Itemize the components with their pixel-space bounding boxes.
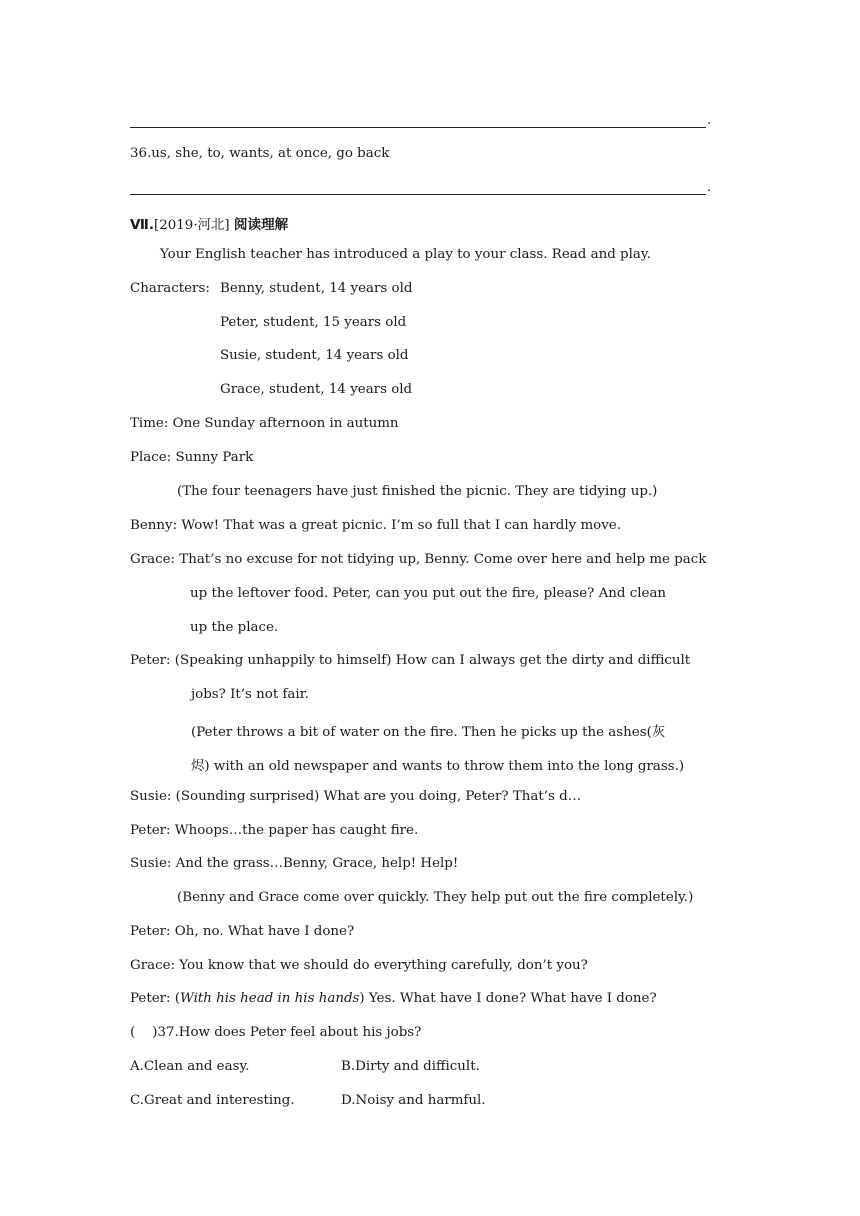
answer-line-36-period: . bbox=[707, 180, 712, 195]
question-37 bbox=[130, 1025, 421, 1040]
dialogue-peter-1-line-2: jobs? It’s not fair. bbox=[191, 687, 309, 702]
answer-line-35-period: . bbox=[707, 113, 712, 128]
dialogue-grace-1-line-1: Grace: That’s no excuse for not tidying up, Benny. Come over here and help me pack bbox=[130, 552, 707, 567]
dialogue-susie-1: Susie: (Sounding surprised) What are you doing, Peter? That’s d… bbox=[130, 789, 582, 804]
option-c: C.Great and interesting. bbox=[130, 1093, 295, 1108]
dialogue-peter-4-italic: With his head in his hands bbox=[180, 991, 360, 1006]
option-a: A.Clean and easy. bbox=[130, 1059, 250, 1074]
section-title: 阅读理解 bbox=[233, 217, 289, 233]
dialogue-peter-2: Peter: Whoops…the paper has caught fire. bbox=[130, 823, 419, 838]
dialogue-peter-4 bbox=[130, 991, 657, 1006]
option-d: D.Noisy and harmful. bbox=[341, 1093, 486, 1108]
section-number: Ⅶ. bbox=[130, 217, 155, 233]
character-grace: Grace, student, 14 years old bbox=[220, 382, 413, 397]
answer-bracket-37[interactable]: ( ) bbox=[130, 1025, 158, 1040]
answer-line-35[interactable] bbox=[130, 127, 706, 128]
dialogue-peter-1-line-1: Peter: (Speaking unhappily to himself) How can I always get the dirty and difficult bbox=[130, 653, 691, 668]
question-36-text: 36.us, she, to, wants, at once, go back bbox=[130, 146, 390, 161]
section-header bbox=[130, 213, 288, 233]
play-time: Time: One Sunday afternoon in autumn bbox=[130, 416, 399, 431]
answer-line-36[interactable] bbox=[130, 194, 706, 195]
character-susie: Susie, student, 14 years old bbox=[220, 348, 409, 363]
dialogue-grace-1-line-2: up the leftover food. Peter, can you put out the fire, please? And clean bbox=[190, 586, 667, 601]
dialogue-benny-1: Benny: Wow! That was a great picnic. I’m so full that I can hardly move. bbox=[130, 518, 621, 533]
dialogue-susie-2: Susie: And the grass…Benny, Grace, help! Help! bbox=[130, 856, 459, 871]
character-peter: Peter, student, 15 years old bbox=[220, 315, 407, 330]
play-place: Place: Sunny Park bbox=[130, 450, 254, 465]
dialogue-grace-1-line-3: up the place. bbox=[190, 620, 279, 635]
option-b: B.Dirty and difficult. bbox=[341, 1059, 480, 1074]
question-37-stem: 37.How does Peter feel about his jobs? bbox=[157, 1025, 422, 1040]
section-source: [2019·河北] bbox=[154, 218, 230, 233]
stage-direction-1: (The four teenagers have just finished the picnic. They are tidying up.) bbox=[177, 484, 658, 499]
stage-direction-2-line-1: (Peter throws a bit of water on the fire. Then he picks up the ashes(灰 bbox=[191, 725, 666, 740]
dialogue-grace-2: Grace: You know that we should do everything carefully, don’t you? bbox=[130, 958, 588, 973]
dialogue-peter-4-prefix: Peter: ( bbox=[130, 991, 181, 1006]
stage-direction-3: (Benny and Grace come over quickly. They help put out the fire completely.) bbox=[177, 890, 694, 905]
characters-label: Characters: bbox=[130, 281, 210, 296]
stage-direction-2-line-2: 烬) with an old newspaper and wants to throw them into the long grass.) bbox=[191, 759, 685, 774]
character-benny: Benny, student, 14 years old bbox=[220, 281, 413, 296]
dialogue-peter-4-suffix: ) Yes. What have I done? What have I done? bbox=[359, 991, 657, 1006]
dialogue-peter-3: Peter: Oh, no. What have I done? bbox=[130, 924, 355, 939]
passage-intro: Your English teacher has introduced a play to your class. Read and play. bbox=[160, 247, 651, 262]
